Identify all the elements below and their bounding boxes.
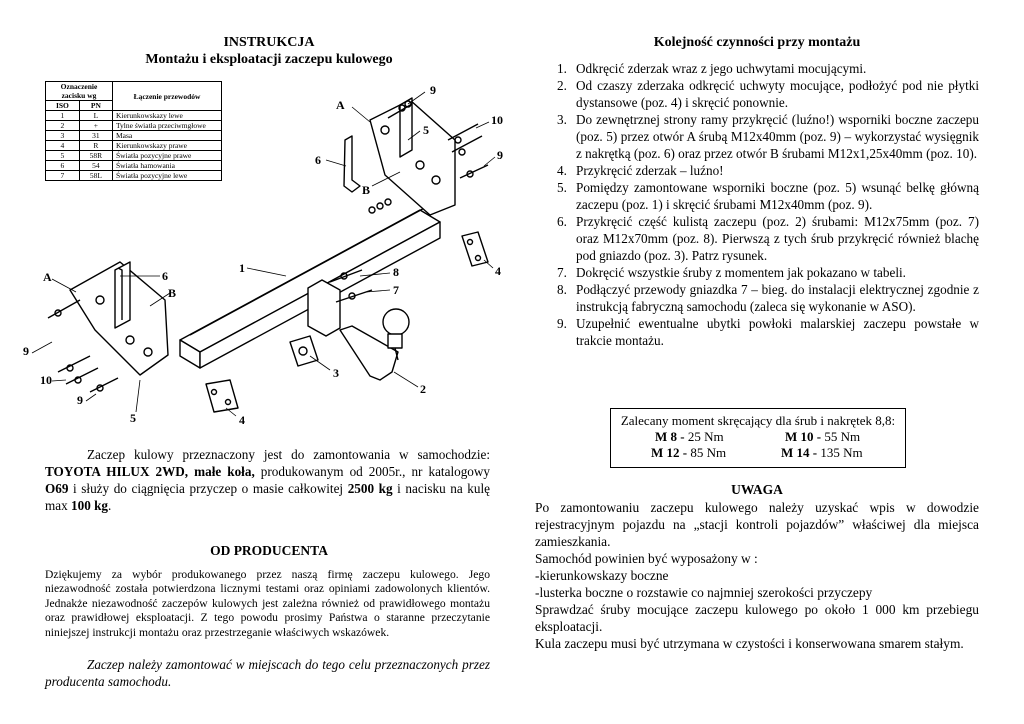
torque-m8-label: M 8 - [655,429,685,444]
diagram-label: 4 [495,264,501,278]
step-number: 6. [557,214,567,229]
intro-text: Zaczep kulowy przeznaczony jest do zamontowania w samochodzie: [87,447,490,462]
intro-paragraph [45,446,490,514]
step-number: 8. [557,282,567,297]
step-number: 3. [557,112,567,127]
intro-text: i służy do ciągnięcia przyczep o masie całkowitej [68,481,348,496]
diagram-label: A [336,98,345,112]
torque-m14-value: 135 Nm [817,445,863,460]
step-number: 1. [557,61,567,76]
torque-m12-value: 85 Nm [687,445,727,460]
diagram-label: 5 [423,123,429,137]
warning-line: -lusterka boczne o rozstawie co najmniej szerokości przyczepy [535,585,873,600]
cell-iso: 2 [46,121,80,131]
steps-list [535,60,979,349]
cell-pn: L [79,111,112,121]
cell-iso: 7 [46,171,80,181]
diagram-label: B [362,183,371,197]
diagram-label: 5 [130,411,136,425]
diagram-label: 10 [40,373,52,387]
list-item [535,162,979,179]
list-item [535,111,979,162]
list-item [535,213,979,264]
torque-table [610,408,906,468]
step-number: 9. [557,316,567,331]
list-item [535,179,979,213]
wiring-col-pn: PN [79,101,112,111]
intro-text: i nacisku na kulę max [45,481,490,513]
title-instrukcja: INSTRUKCJA [223,35,315,50]
title-subtitle: Montażu i eksploatacji zaczepu kulowego [145,52,393,67]
cell-desc: Kierunkowskazy prawe [113,141,222,151]
intro-text: . [108,498,112,513]
warning-line: Po zamontowaniu zaczepu kulowego należy uzyskać wpis w dowodzie rejestracyjnym pojazdu na „stacji kontroli pojazdów” właściwej dla miejsca zamieszkania. [535,500,979,549]
cell-pn: 31 [79,131,112,141]
step-text: Pomiędzy zamontowane wsporniki boczne (poz. 5) wsunąć belkę główną zaczepu (poz. 1) i skręcić śrubami M12x40mm (poz. 9). [576,180,979,212]
list-item [535,60,979,77]
diagram-label: 1 [239,261,245,275]
cell-pn: 58R [79,151,112,161]
cell-iso: 1 [46,111,80,121]
cell-iso: 4 [46,141,80,151]
cell-desc: Masa [113,131,222,141]
diagram-label: 9 [497,148,503,162]
warning-line: -kierunkowskazy boczne [535,568,669,583]
towbar-assembly-drawing [0,0,520,440]
wiring-col-iso: ISO [46,101,80,111]
diagram-label: 6 [315,153,321,167]
cell-pn: 58L [79,171,112,181]
cell-pn: + [79,121,112,131]
diagram-label: 7 [393,283,399,297]
diagram-label: 8 [393,265,399,279]
diagram-label: 4 [239,413,245,427]
wiring-header-marking: Oznaczenie zacisku wg [46,82,113,101]
step-number: 5. [557,180,567,195]
wiring-header-connection: Łączenie przewodów [113,82,222,111]
intro-ball-load: 100 kg [71,498,109,513]
torque-m10-label: M 10 - [785,429,822,444]
cell-iso: 6 [46,161,80,171]
list-item [535,77,979,111]
cell-desc: Światła pozycyjne prawe [113,151,222,161]
torque-m8-value: 25 Nm [684,429,724,444]
diagram-label: 10 [491,113,503,127]
steps-title: Kolejność czynności przy montażu [653,35,861,50]
torque-m12-label: M 12 - [651,445,688,460]
warning-line: Kula zaczepu musi być utrzymana w czystości i konserwowana smarem stałym. [535,636,964,651]
step-text: Odkręcić zderzak wraz z jego uchwytami mocującymi. [576,61,867,76]
step-text: Podłączyć przewody gniazdka 7 – bieg. do instalacji elektrycznej zgodnie z instrukcją fabryczną samochodu (zaleca się wykonanie w ASO). [576,282,979,314]
intro-text: produkowanym od 2005r., nr katalogowy [254,464,491,479]
warning-title: UWAGA [731,482,783,497]
torque-m14-label: M 14 - [781,445,818,460]
mounting-note: Zaczep należy zamontować w miejscach do tego celu przeznaczonych przez producenta samochodu. [45,657,490,689]
list-item [535,281,979,315]
step-text: Uzupełnić ewentualne ubytki powłoki malarskiej zaczepu powstałe w trakcie montażu. [576,316,979,348]
warning-line: Sprawdzać śruby mocujące zaczepu kulowego po około 1 000 km przebiegu eksploatacji. [535,602,979,634]
cell-desc: Kierunkowskazy lewe [113,111,222,121]
step-text: Od czaszy zderzaka odkręcić uchwyty mocujące, podłożyć pod nie płytki dystansowe (poz. 4) i skręcić ponownie. [576,78,979,110]
step-number: 2. [557,78,567,93]
diagram-label: 6 [162,269,168,283]
torque-title: Zalecany moment skręcający dla śrub i nakrętek 8,8: [620,413,896,428]
warning-line: Samochód powinien być wyposażony w : [535,551,758,566]
diagram-label: 9 [23,344,29,358]
cell-iso: 3 [46,131,80,141]
intro-catalog-code: O69 [45,481,69,496]
diagram-label: 2 [420,382,426,396]
list-item [535,315,979,349]
cell-desc: Światła hamowania [113,161,222,171]
cell-desc: Światła pozycyjne lewe [113,171,222,181]
step-text: Dokręcić wszystkie śruby z momentem jak pokazano w tabeli. [576,265,906,280]
producer-text: Dziękujemy za wybór produkowanego przez naszą firmę zaczepu kulowego. Jego niezawodność została potwierdzona licznymi testami oraz opiniami zadowolonych klientów. Jednakże niezawodność zaczepów kulowych jest zależna również od prawidłowego montażu oraz prawidłowej eksploatacji. Z tego powodu prosimy Państwa o staranne przeczytanie niniejszej instrukcji montażu oraz przestrzeganie właściwych wskazówek. [45,568,490,639]
cell-iso: 5 [46,151,80,161]
warning-text [535,499,979,652]
list-item [535,264,979,281]
step-number: 7. [557,265,567,280]
diagram-label: 3 [333,366,339,380]
diagram-label: A [43,270,52,284]
step-text: Przykręcić zderzak – luźno! [576,163,724,178]
step-number: 4. [557,163,567,178]
cell-pn: R [79,141,112,151]
step-text: Do zewnętrznej strony ramy przykręcić (luźno!) wsporniki boczne zaczepu (poz. 5) przez otwór A śrubą M12x40mm (poz. 9) – wykorzystać wysięgnik z nakrętką (poz. 6) oraz przez otwór B śrubami M12x1,25x40mm (poz. 10). [576,112,979,161]
diagram-label: B [168,286,177,300]
diagram-label: 9 [77,393,83,407]
cell-desc: Tylne światła przeciwmgłowe [113,121,222,131]
torque-m10-value: 55 Nm [821,429,861,444]
step-text: Przykręcić część kulistą zaczepu (poz. 2) śrubami: M12x75mm (poz. 7) oraz M12x70mm (poz. 8). Pierwszą z tych śrub przykręcić również blachę pod gniazdo (poz. 3). Patrz rysunek. [576,214,979,263]
intro-max-mass: 2500 kg [347,481,393,496]
producer-title: OD PRODUCENTA [210,543,328,558]
diagram-label: 9 [430,83,436,97]
intro-car-model: TOYOTA HILUX 2WD, małe koła, [45,464,255,479]
cell-pn: 54 [79,161,112,171]
